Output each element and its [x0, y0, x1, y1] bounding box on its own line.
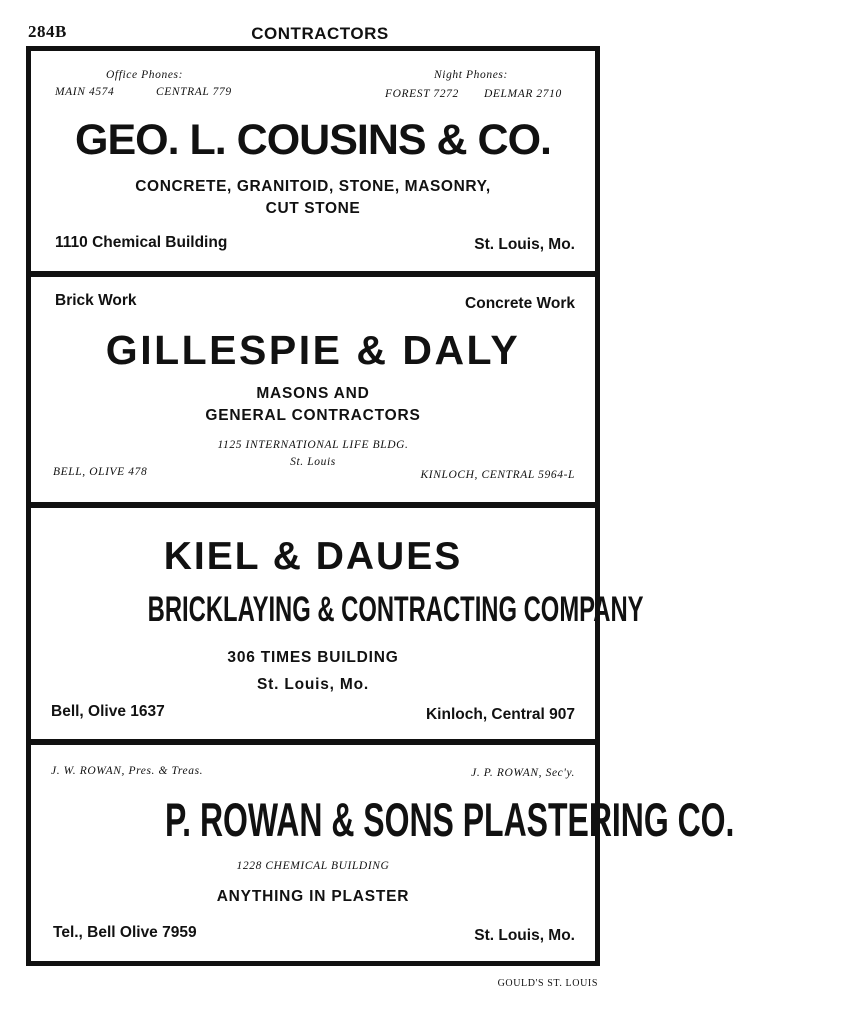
publisher-footer: GOULD'S ST. LOUIS: [497, 978, 598, 989]
ad-rowan-sons: [31, 745, 735, 961]
office-phone-main: MAIN 4574: [55, 86, 115, 98]
company-subtitle-text: BRICKLAYING & CONTRACTING COMPANY: [147, 590, 644, 629]
phone-bell: BELL, OLIVE 478: [53, 466, 148, 478]
city: St. Louis: [290, 456, 336, 468]
address: 1110 Chemical Building: [55, 234, 228, 251]
office-phones-label: Office Phones:: [106, 69, 184, 81]
ad-gillespie-daly: [31, 277, 595, 499]
officer-secretary: J. P. ROWAN, Sec'y.: [471, 767, 575, 779]
services-line-2: CUT STONE: [265, 200, 361, 217]
services-line-1: CONCRETE, GRANITOID, STONE, MASONRY,: [135, 178, 491, 195]
ad-frame: [26, 46, 735, 966]
officer-president: J. W. ROWAN, Pres. & Treas.: [51, 765, 204, 777]
city: St. Louis, Mo.: [257, 676, 369, 693]
night-phone-delmar: DELMAR 2710: [484, 88, 562, 100]
services-line-1: MASONS AND: [256, 385, 370, 402]
ad-cousins: [31, 51, 595, 269]
company-name: KIEL & DAUES: [163, 535, 463, 578]
city: St. Louis, Mo.: [474, 236, 575, 253]
right-tag: Concrete Work: [465, 295, 575, 312]
office-phone-central: CENTRAL 779: [156, 86, 232, 98]
company-name: GEO. L. COUSINS & CO.: [75, 116, 551, 164]
section-title: CONTRACTORS: [251, 24, 389, 43]
night-phone-forest: FOREST 7272: [385, 88, 459, 100]
page-number: 284B: [28, 22, 67, 41]
address: 1125 INTERNATIONAL LIFE BLDG.: [217, 439, 409, 451]
city: St. Louis, Mo.: [474, 927, 575, 944]
phone-bell: Bell, Olive 1637: [51, 703, 165, 720]
services-line-2: GENERAL CONTRACTORS: [205, 407, 421, 424]
address: 306 TIMES BUILDING: [227, 649, 399, 666]
left-tag: Brick Work: [55, 292, 137, 309]
phone-kinloch: KINLOCH, CENTRAL 5964-L: [420, 469, 575, 481]
night-phones-label: Night Phones:: [434, 69, 508, 81]
company-name: [31, 792, 735, 847]
ad-kiel-daues: [31, 508, 644, 736]
company-name-text: P. ROWAN & SONS PLASTERING CO.: [164, 793, 735, 846]
company-subtitle: [31, 590, 644, 630]
company-name: GILLESPIE & DALY: [105, 327, 521, 373]
address: 1228 CHEMICAL BUILDING: [236, 860, 390, 872]
slogan: ANYTHING IN PLASTER: [216, 888, 410, 905]
phone-kinloch: Kinloch, Central 907: [425, 706, 575, 723]
phone: Tel., Bell Olive 7959: [53, 924, 197, 941]
